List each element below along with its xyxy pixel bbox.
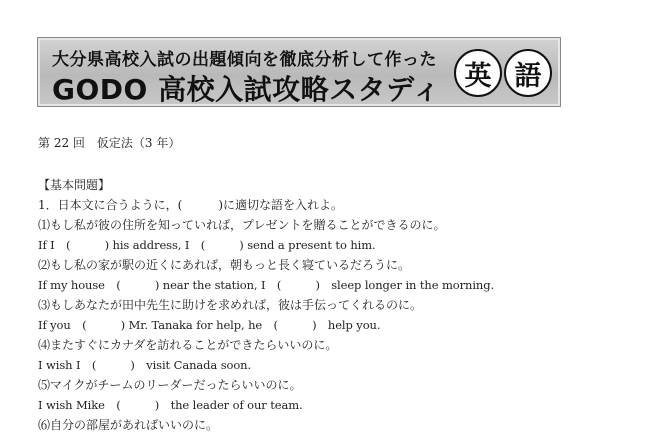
banner-title: GODO 高校入試攻略スタディ bbox=[52, 73, 441, 106]
item-1-english: If I ( ) his address, I ( ) send a present to him. bbox=[38, 238, 376, 252]
item-2-english: If my house ( ) near the station, I ( ) sleep longer in the morning. bbox=[38, 278, 495, 292]
item-6-japanese: ⑹自分の部屋があればいいのに。 bbox=[38, 418, 219, 432]
lesson-title: 第 22 回 仮定法（3 年） bbox=[38, 136, 181, 150]
item-5-japanese: ⑸マイクがチームのリーダーだったらいいのに。 bbox=[38, 378, 302, 392]
subject-badge-language: 語 bbox=[504, 49, 552, 97]
banner-subtitle: 大分県高校入試の出題傾向を徹底分析して作った bbox=[52, 50, 437, 70]
item-5-english: I wish Mike ( ) the leader of our team. bbox=[38, 398, 303, 412]
item-4-english: I wish I ( ) visit Canada soon. bbox=[38, 358, 252, 372]
title-banner bbox=[37, 37, 561, 107]
item-4-japanese: ⑷またすぐにカナダを訪れることができたらいいのに。 bbox=[38, 338, 338, 352]
section-heading: 【基本問題】 bbox=[38, 178, 111, 192]
subject-badge-english: 英 bbox=[454, 49, 502, 97]
item-2-japanese: ⑵もし私の家が駅の近くにあれば，朝もっと長く寝ているだろうに。 bbox=[38, 258, 411, 272]
question-instruction: 1．日本文に合うように，( )に適切な語を入れよ。 bbox=[38, 198, 344, 212]
item-3-english: If you ( ) Mr. Tanaka for help, he ( ) help you. bbox=[38, 318, 381, 332]
item-1-japanese: ⑴もし私が彼の住所を知っていれば，プレゼントを贈ることができるのに。 bbox=[38, 218, 446, 232]
item-3-japanese: ⑶もしあなたが田中先生に助けを求めれば，彼は手伝ってくれるのに。 bbox=[38, 298, 423, 312]
